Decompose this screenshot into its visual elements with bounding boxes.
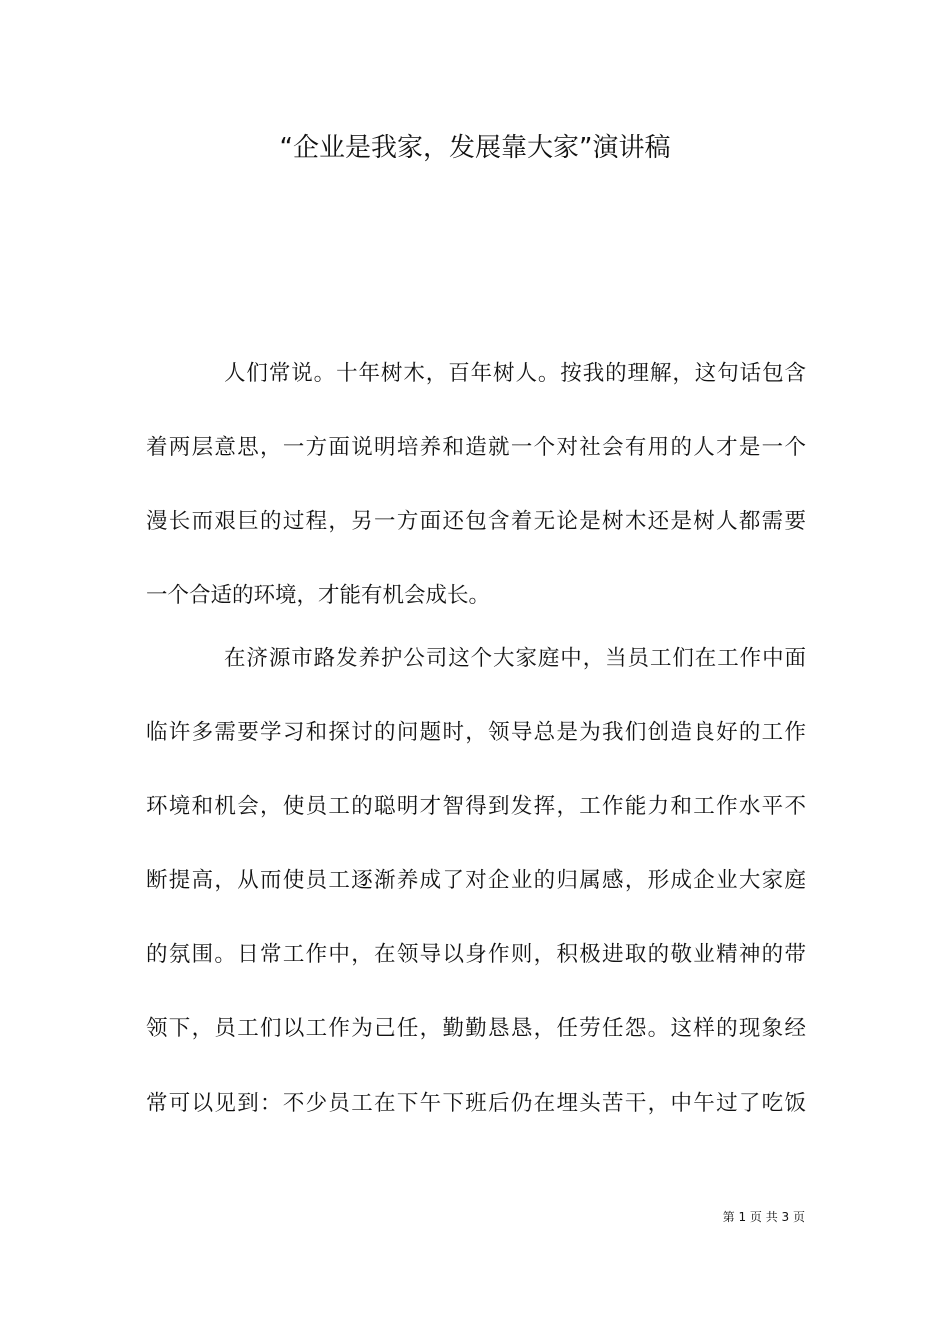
paragraph-1-line-1: 人们常说。十年树木，百年树人。按我的理解，这句话包含 — [224, 361, 806, 386]
paragraph-2-line-3: 环境和机会，使员工的聪明才智得到发挥，工作能力和工作水平不 — [146, 794, 806, 819]
paragraph-2-line-6: 领下，员工们以工作为己任，勤勤恳恳，任劳任怨。这样的现象经 — [146, 1016, 806, 1041]
document-title: “企业是我家，发展靠大家”演讲稿 — [279, 133, 671, 163]
paragraph-2-line-7: 常可以见到：不少员工在下午下班后仍在埋头苦干，中午过了吃饭 — [146, 1091, 806, 1116]
paragraph-2-line-2: 临许多需要学习和探讨的问题时，领导总是为我们创造良好的工作 — [146, 720, 806, 745]
page-number-footer: 第 1 页 共 3 页 — [722, 1210, 805, 1224]
paragraph-2-line-1: 在济源市路发养护公司这个大家庭中，当员工们在工作中面 — [224, 646, 806, 671]
paragraph-1-line-4: 一个合适的环境，才能有机会成长。 — [146, 583, 491, 608]
paragraph-2-line-4: 断提高，从而使员工逐渐养成了对企业的归属感，形成企业大家庭 — [146, 868, 806, 893]
paragraph-1-line-2: 着两层意思，一方面说明培养和造就一个对社会有用的人才是一个 — [146, 435, 806, 460]
paragraph-2-line-5: 的氛围。日常工作中，在领导以身作则，积极进取的敬业精神的带 — [146, 942, 806, 967]
paragraph-1-line-3: 漫长而艰巨的过程，另一方面还包含着无论是树木还是树人都需要 — [146, 509, 806, 534]
